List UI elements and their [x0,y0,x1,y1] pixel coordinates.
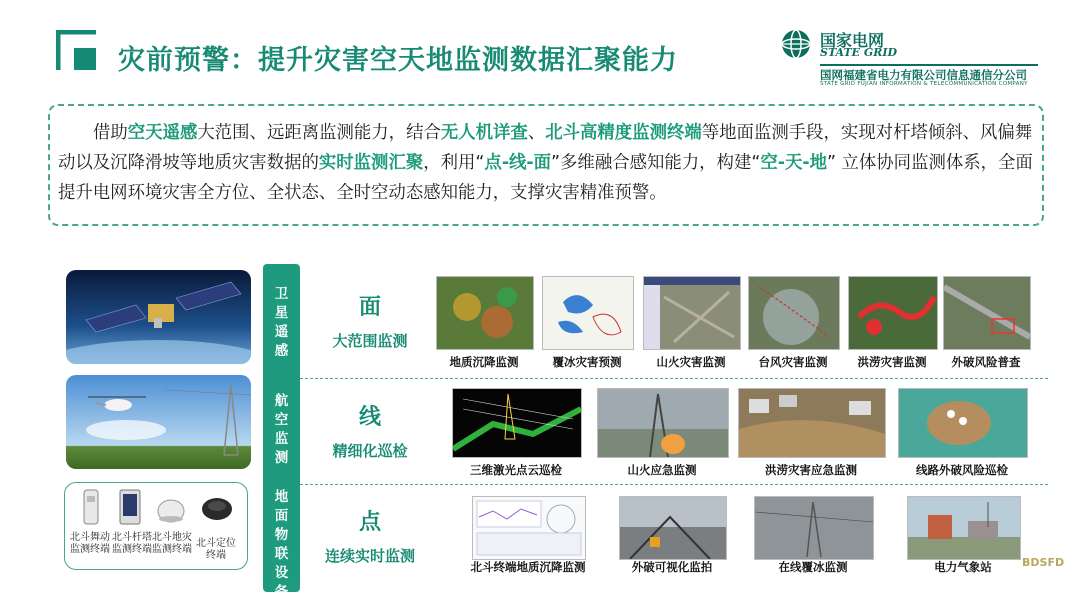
level-surface-big: 面 [358,295,381,320]
caption-wildfire-emergency: 山火应急监测 [627,463,697,477]
thumb-wildfire-monitor [643,276,741,350]
intro-paragraph: 借助空天遥感大范围、远距离监测能力，结合无人机详查、北斗高精度监测终端等地面监测手段，实现对杆塔倾斜、风偏舞动以及沉降滑坡等地质灾害数据的实时监测汇聚，利用“点-线-面”多维融合感知能力，构建“空-天-地” 立体协同监测体系，全面提升电网环境灾害全方位、全状态、全时空动态感知能力，支撑灾害精准预警。 [58,123,1033,203]
level-line-big: 线 [358,405,381,430]
company-name: 国网福建省电力有限公司信息通信分公司 [820,68,1027,82]
row-separator-1 [300,378,1048,379]
state-grid-logo-icon [780,28,812,60]
thumb-line-damage-inspection [898,388,1028,458]
thumb-beidou-subsidence [472,496,586,560]
device-label-geohazard: 北斗地灾监测终端 [152,532,192,555]
thumb-weather-station [907,496,1021,560]
row-separator-2 [300,484,1048,485]
level-surface-small: 大范围监测 [332,332,408,350]
caption-flood-emergency: 洪涝灾害应急监测 [765,463,857,477]
thumb-flood-monitor [848,276,938,350]
caption-icing-forecast: 覆冰灾害预测 [552,355,622,369]
page-title: 灾前预警：提升灾害空天地监测数据汇聚能力 [118,45,678,76]
caption-beidou-subsidence: 北斗终端地质沉降监测 [470,560,586,574]
device-label-gallop: 北斗舞动监测终端 [70,532,110,555]
thumb-damage-risk-survey [943,276,1031,350]
caption-line-damage-inspection: 线路外破风险巡检 [916,463,1008,477]
caption-icing-online: 在线覆冰监测 [778,560,848,574]
beidou-positioning-terminal-icon [200,494,234,524]
caption-geo-subsidence: 地质沉降监测 [449,355,519,369]
device-label-tower: 北斗杆塔监测终端 [112,532,152,555]
logo-divider [820,64,1038,66]
company-name-en: STATE GRID FUJIAN INFORMATION & TELECOMMUNICATION COMPANY [820,81,1028,87]
helicopter-photo [66,375,251,469]
caption-damage-risk-survey: 外破风险普查 [951,355,1021,369]
caption-typhoon-monitor: 台风灾害监测 [758,355,828,369]
beidou-tower-terminal-icon [118,488,142,528]
thumb-lidar-pointcloud [452,388,582,458]
category-ground: 地面物联设备 [274,489,289,600]
satellite-photo [66,270,251,364]
beidou-geohazard-terminal-icon [156,494,186,524]
caption-flood-monitor: 洪涝灾害监测 [857,355,927,369]
level-point-small: 连续实时监测 [324,547,415,565]
thumb-flood-emergency [738,388,886,458]
caption-weather-station: 电力气象站 [934,560,992,574]
thumb-geo-subsidence [436,276,534,350]
level-point-big: 点 [358,510,381,535]
level-line-small: 精细化巡检 [332,442,408,460]
thumb-visual-monitor [619,496,727,560]
logo-text-en: STATE GRID [820,46,898,59]
category-satellite: 卫星遥感 [274,286,289,359]
beidou-gallop-terminal-icon [80,488,102,528]
category-aerial: 航空监测 [274,393,289,466]
caption-visual-monitor: 外破可视化监拍 [631,560,713,574]
caption-wildfire-monitor: 山火灾害监测 [656,355,726,369]
watermark: BDSFD [1022,556,1065,569]
thumb-icing-forecast [542,276,634,350]
logo-text-cn: 国家电网 [820,31,885,50]
title-bracket-icon [56,30,98,72]
thumb-typhoon-monitor [748,276,840,350]
thumb-wildfire-emergency [597,388,729,458]
device-label-positioning: 北斗定位终端 [196,538,236,561]
caption-lidar-pointcloud: 三维激光点云巡检 [470,463,562,477]
thumb-icing-online [754,496,874,560]
